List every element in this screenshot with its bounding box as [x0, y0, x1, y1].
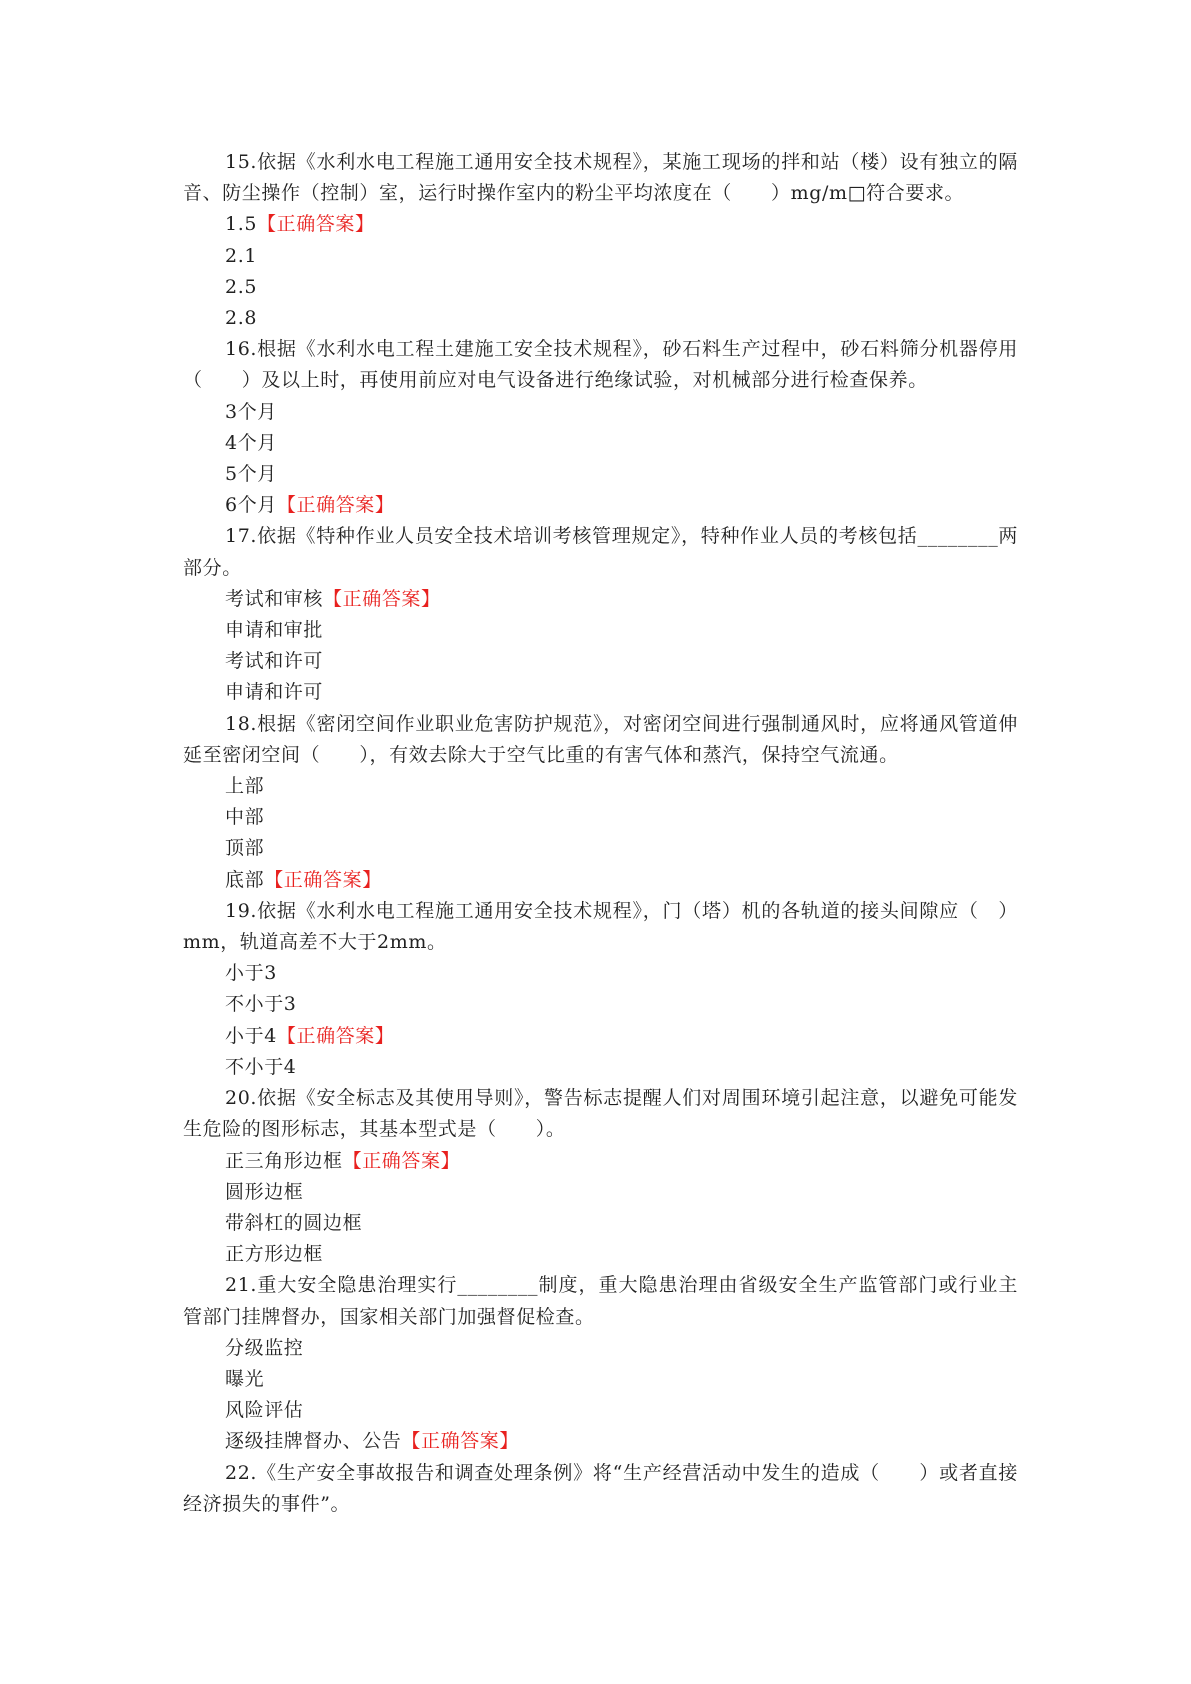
option-text: 上部	[225, 775, 265, 798]
answer-option	[183, 865, 1018, 896]
answer-option	[183, 677, 1018, 708]
answer-option	[183, 459, 1018, 490]
option-text: 考试和审核	[225, 587, 324, 610]
correct-answer-tag: 【正确答案】	[401, 1430, 520, 1453]
option-text: 申请和审批	[225, 619, 324, 642]
answer-option	[183, 802, 1018, 833]
answer-option	[183, 1239, 1018, 1270]
answer-option	[183, 958, 1018, 989]
correct-answer-tag: 【正确答案】	[323, 587, 441, 610]
option-text: 5个月	[225, 463, 277, 486]
correct-answer-tag: 【正确答案】	[342, 1149, 461, 1172]
option-text: 逐级挂牌督办、公告	[225, 1430, 402, 1453]
answer-option	[183, 1177, 1018, 1208]
correct-answer-tag: 【正确答案】	[257, 213, 375, 236]
option-text: 正三角形边框	[225, 1149, 343, 1172]
option-text: 2.8	[225, 307, 258, 330]
answer-option	[183, 397, 1018, 428]
answer-option	[183, 1364, 1018, 1395]
option-text: 不小于3	[225, 993, 297, 1016]
question-text: 16.根据《水利水电工程土建施工安全技术规程》，砂石料生产过程中，砂石料筛分机器停用（ ）及以上时，再使用前应对电气设备进行绝缘试验，对机械部分进行检查保养。	[183, 338, 1018, 392]
answer-option	[183, 428, 1018, 459]
question-text: 21.重大安全隐患治理实行________制度，重大隐患治理由省级安全生产监管部门或行业主管部门挂牌督办，国家相关部门加强督促检查。	[183, 1274, 1018, 1328]
answer-option	[183, 1333, 1018, 1364]
correct-answer-tag: 【正确答案】	[264, 868, 382, 891]
option-text: 考试和许可	[225, 650, 324, 673]
answer-option	[183, 1052, 1018, 1083]
correct-answer-tag: 【正确答案】	[276, 494, 395, 517]
option-text: 风险评估	[225, 1399, 304, 1422]
answer-option	[183, 241, 1018, 272]
answer-option	[183, 1395, 1018, 1426]
option-text: 分级监控	[225, 1336, 304, 1359]
option-text: 正方形边框	[225, 1243, 324, 1266]
question-text: 15.依据《水利水电工程施工通用安全技术规程》，某施工现场的拌和站（楼）设有独立的隔音、防尘操作（控制）室，运行时操作室内的粉尘平均浓度在（ ）mg/m□符合要求。	[183, 151, 1018, 205]
answer-option	[183, 1021, 1018, 1052]
option-text: 2.5	[225, 275, 258, 298]
answer-option	[183, 272, 1018, 303]
answer-option	[183, 1146, 1018, 1177]
option-text: 1.5	[225, 213, 258, 236]
question-text: 20.依据《安全标志及其使用导则》，警告标志提醒人们对周围环境引起注意，以避免可能发生危险的图形标志，其基本型式是（ ）。	[183, 1087, 1018, 1141]
option-text: 4个月	[225, 431, 277, 454]
option-text: 圆形边框	[225, 1180, 304, 1203]
option-text: 小于3	[225, 962, 277, 985]
answer-option	[183, 771, 1018, 802]
option-text: 曝光	[225, 1367, 265, 1390]
option-text: 小于4	[225, 1024, 277, 1047]
question-text: 22.《生产安全事故报告和调查处理条例》将“生产经营活动中发生的造成（ ）或者直接经济损失的事件”。	[183, 1461, 1018, 1515]
option-text: 中部	[225, 806, 265, 829]
option-text: 申请和许可	[225, 681, 324, 704]
option-text: 3个月	[225, 400, 277, 423]
option-text: 不小于4	[225, 1055, 297, 1078]
answer-option	[183, 1426, 1018, 1457]
answer-option	[183, 989, 1018, 1020]
question-text: 18.根据《密闭空间作业职业危害防护规范》，对密闭空间进行强制通风时，应将通风管道伸延至密闭空间（ ），有效去除大于空气比重的有害气体和蒸汽，保持空气流通。	[183, 712, 1018, 766]
answer-option	[183, 584, 1018, 615]
answer-option	[183, 1208, 1018, 1239]
answer-option	[183, 615, 1018, 646]
question-text: 17.依据《特种作业人员安全技术培训考核管理规定》，特种作业人员的考核包括________两部分。	[183, 525, 1018, 579]
answer-option	[183, 833, 1018, 864]
option-text: 2.1	[225, 244, 258, 267]
question-text: 19.依据《水利水电工程施工通用安全技术规程》，门（塔）机的各轨道的接头间隙应（ ）mm，轨道高差不大于2mm。	[183, 899, 1018, 954]
answer-option	[183, 490, 1018, 521]
option-text: 带斜杠的圆边框	[225, 1211, 363, 1234]
option-text: 顶部	[225, 837, 265, 860]
answer-option	[183, 646, 1018, 677]
option-text: 底部	[225, 868, 265, 891]
question-list	[183, 147, 1018, 1520]
answer-option	[183, 303, 1018, 334]
answer-option	[183, 209, 1018, 240]
correct-answer-tag: 【正确答案】	[276, 1024, 395, 1047]
option-text: 6个月	[225, 494, 277, 517]
